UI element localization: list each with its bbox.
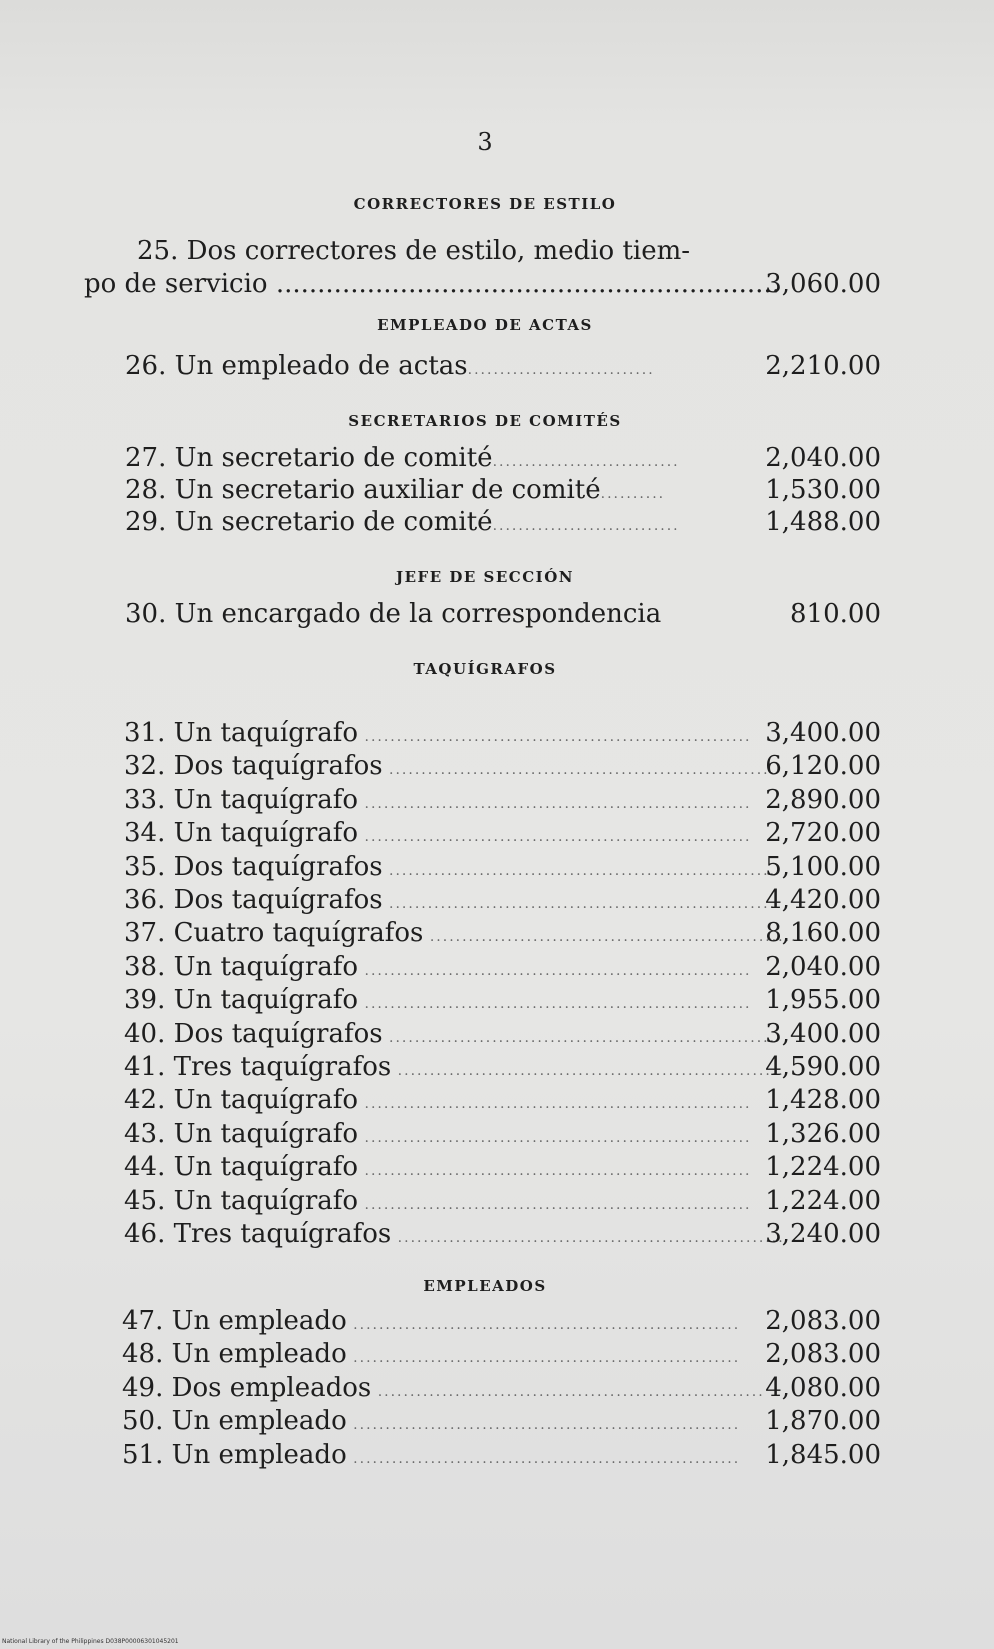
ledger-amount: 2,083.00 bbox=[765, 1306, 881, 1336]
ledger-description: 35. Dos taquígrafos ............................................................ bbox=[124, 851, 777, 882]
ledger-amount: 6,120.00 bbox=[765, 751, 881, 782]
ledger-amount: 3,400.00 bbox=[765, 718, 881, 748]
ledger-row bbox=[0, 1151, 994, 1184]
ledger-description: 32. Dos taquígrafos ............................................................ bbox=[124, 751, 777, 782]
ledger-row bbox=[0, 1118, 994, 1151]
ledger-amount: 1,488.00 bbox=[765, 507, 881, 537]
ledger-description: 27. Un secretario de comité............................. bbox=[125, 443, 680, 473]
ledger-amount: 1,428.00 bbox=[765, 1085, 881, 1116]
ledger-row bbox=[0, 1018, 994, 1051]
ledger-description: 36. Dos taquígrafos ............................................................ bbox=[124, 885, 777, 915]
ledger-amount: 2,040.00 bbox=[765, 951, 881, 982]
ledger-row bbox=[0, 1185, 994, 1218]
section-heading-jefe: JEFE DE SECCIÓN bbox=[396, 568, 574, 586]
ledger-description: 30. Un encargado de la correspondencia bbox=[125, 599, 662, 629]
ledger-row bbox=[0, 1405, 994, 1438]
ledger-row bbox=[0, 474, 994, 507]
ledger-amount: 4,590.00 bbox=[765, 1052, 881, 1082]
section-heading-taquigrafos: TAQUÍGRAFOS bbox=[413, 660, 557, 678]
ledger-row bbox=[0, 1084, 994, 1117]
ledger-row bbox=[0, 817, 994, 850]
ledger-row bbox=[0, 350, 994, 383]
ledger-description: 45. Un taquígrafo ............................................................ bbox=[124, 1185, 752, 1216]
ledger-description: 40. Dos taquígrafos ............................................................ bbox=[124, 1018, 777, 1049]
ledger-amount: 1,224.00 bbox=[765, 1185, 881, 1216]
ledger-row bbox=[0, 1051, 994, 1084]
item-25-line2: po de servicio ............................................................. bbox=[84, 269, 780, 299]
ledger-description: 50. Un empleado ............................................................ bbox=[122, 1406, 741, 1437]
ledger-row bbox=[0, 717, 994, 750]
ledger-description: 49. Dos empleados ............................................................ bbox=[122, 1372, 765, 1403]
ledger-description: 46. Tres taquígrafos ............................................................ bbox=[124, 1219, 785, 1249]
section-heading-comites: SECRETARIOS DE COMITÉS bbox=[348, 412, 622, 430]
ledger-amount: 2,083.00 bbox=[765, 1339, 881, 1370]
ledger-row bbox=[0, 1372, 994, 1405]
ledger-amount: 4,420.00 bbox=[765, 885, 881, 915]
ledger-description: 43. Un taquígrafo ............................................................ bbox=[124, 1118, 752, 1149]
ledger-amount: 810.00 bbox=[790, 599, 881, 629]
ledger-row bbox=[0, 851, 994, 884]
ledger-row bbox=[0, 917, 994, 950]
ledger-description: 37. Cuatro taquígrafos ............................................................ bbox=[124, 918, 817, 949]
item-25-amount: 3,060.00 bbox=[765, 269, 881, 299]
ledger-amount: 1,955.00 bbox=[765, 985, 881, 1016]
ledger-row bbox=[0, 1338, 994, 1371]
ledger-amount: 5,100.00 bbox=[765, 851, 881, 882]
ledger-description: 48. Un empleado ............................................................ bbox=[122, 1339, 741, 1370]
ledger-description: 51. Un empleado ............................................................ bbox=[122, 1439, 741, 1470]
ledger-row bbox=[0, 750, 994, 783]
item-25-line1: 25. Dos correctores de estilo, medio tiem- bbox=[137, 236, 691, 266]
ledger-amount: 2,720.00 bbox=[765, 818, 881, 849]
page-number: 3 bbox=[477, 128, 493, 156]
ledger-row bbox=[0, 506, 994, 539]
ledger-amount: 3,240.00 bbox=[765, 1219, 881, 1249]
ledger-description: 29. Un secretario de comité............................. bbox=[125, 507, 680, 537]
ledger-row bbox=[0, 1439, 994, 1472]
ledger-amount: 1,845.00 bbox=[765, 1439, 881, 1470]
ledger-description: 41. Tres taquígrafos ............................................................ bbox=[124, 1052, 785, 1082]
ledger-description: 39. Un taquígrafo ............................................................ bbox=[124, 985, 752, 1016]
ledger-description: 47. Un empleado ............................................................ bbox=[122, 1306, 741, 1336]
ledger-amount: 2,040.00 bbox=[765, 443, 881, 473]
ledger-amount: 8,160.00 bbox=[765, 918, 881, 949]
ledger-amount: 1,326.00 bbox=[765, 1118, 881, 1149]
ledger-amount: 2,890.00 bbox=[765, 784, 881, 815]
ledger-amount: 2,210.00 bbox=[765, 351, 881, 381]
ledger-row bbox=[0, 784, 994, 817]
ledger-row bbox=[0, 984, 994, 1017]
item-25-row bbox=[0, 268, 994, 301]
ledger-description: 31. Un taquígrafo ............................................................ bbox=[124, 718, 752, 748]
ledger-description: 33. Un taquígrafo ............................................................ bbox=[124, 784, 752, 815]
ledger-row bbox=[0, 598, 994, 631]
ledger-amount: 1,530.00 bbox=[765, 475, 881, 505]
ledger-amount: 1,224.00 bbox=[765, 1152, 881, 1183]
ledger-description: 26. Un empleado de actas............................. bbox=[125, 351, 655, 381]
ledger-row bbox=[0, 1305, 994, 1338]
ledger-row bbox=[0, 442, 994, 475]
ledger-amount: 1,870.00 bbox=[765, 1406, 881, 1437]
ledger-description: 38. Un taquígrafo ............................................................ bbox=[124, 951, 752, 982]
footer-caption: National Library of the Philippines D038P00006301045201 bbox=[2, 1638, 179, 1645]
ledger-row bbox=[0, 951, 994, 984]
ledger-description: 28. Un secretario auxiliar de comité.......... bbox=[125, 475, 666, 505]
ledger-amount: 4,080.00 bbox=[765, 1372, 881, 1403]
ledger-row bbox=[0, 884, 994, 917]
section-heading-empleados: EMPLEADOS bbox=[423, 1277, 547, 1295]
ledger-description: 42. Un taquígrafo ............................................................ bbox=[124, 1085, 752, 1116]
section-heading-actas: EMPLEADO DE ACTAS bbox=[377, 316, 593, 334]
ledger-description: 34. Un taquígrafo ............................................................ bbox=[124, 818, 752, 849]
ledger-description: 44. Un taquígrafo ............................................................ bbox=[124, 1152, 752, 1183]
ledger-row bbox=[0, 1218, 994, 1251]
section-heading-correctores: CORRECTORES DE ESTILO bbox=[353, 195, 617, 213]
ledger-amount: 3,400.00 bbox=[765, 1018, 881, 1049]
